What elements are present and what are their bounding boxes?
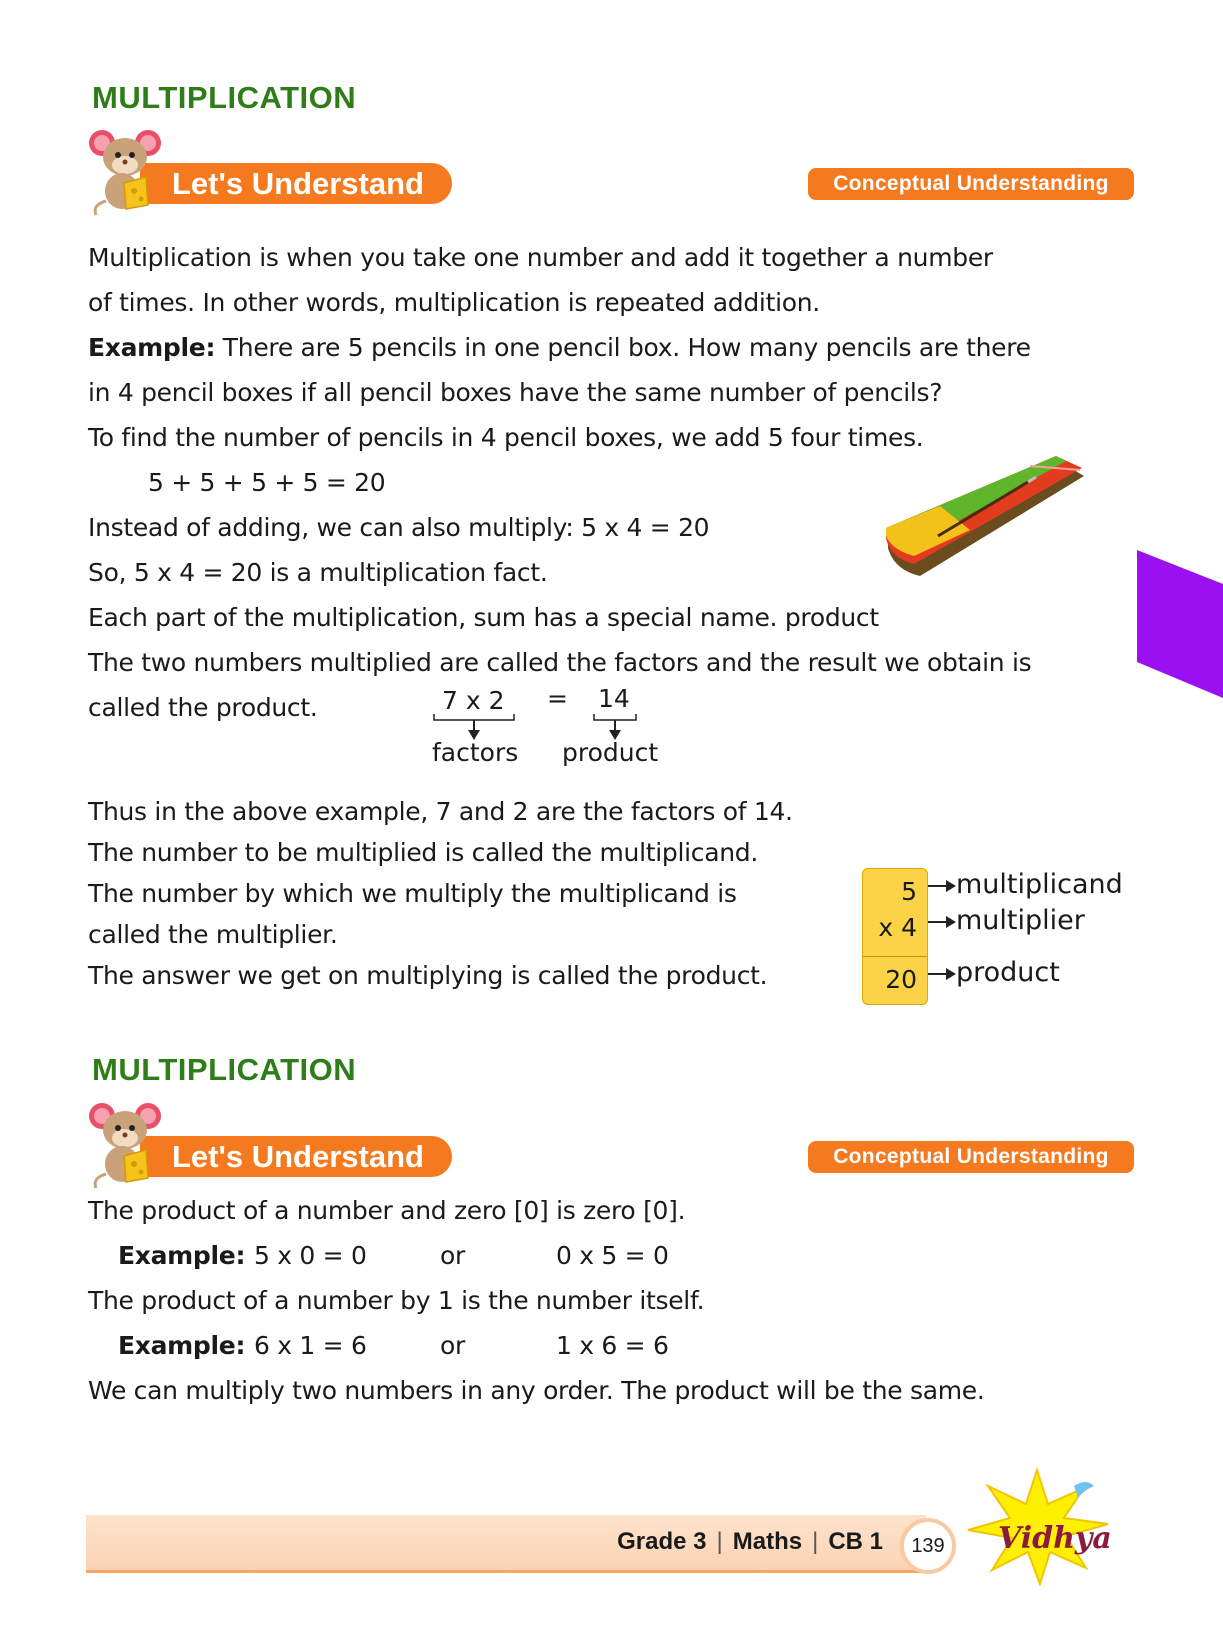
each-part-line: Each part of the multiplication, sum has a special name. product (88, 603, 879, 632)
example-label: Example: (88, 333, 216, 362)
product-value: 14 (598, 684, 630, 713)
fact-line: So, 5 x 4 = 20 is a multiplication fact. (88, 558, 548, 587)
section-title-2: MULTIPLICATION (92, 1052, 357, 1087)
box-arrows (926, 870, 956, 1000)
lets-understand-banner-2: Let's Understand (140, 1136, 452, 1177)
box-multiplicand: 5 (901, 877, 917, 906)
product-label: product (562, 738, 659, 767)
factors-definition-line: The two numbers multiplied are called the factors and the result we obtain is (88, 648, 1032, 677)
factors-expression: 7 x 2 (442, 686, 505, 715)
addition-sum: 5 + 5 + 5 + 5 = 20 (148, 468, 386, 497)
side-tab-marker (1137, 550, 1223, 698)
vidhya-logo-icon (962, 1466, 1112, 1586)
order-rule: We can multiply two numbers in any order. The product will be the same. (88, 1376, 985, 1405)
conceptual-understanding-tag-2: Conceptual Understanding (808, 1141, 1134, 1173)
equals-sign: = (547, 684, 568, 713)
example-line-1 (88, 333, 1031, 362)
one-example-b: 1 x 6 = 6 (556, 1331, 669, 1360)
multiplicand-line: The number to be multiplied is called the multiplicand. (88, 838, 758, 867)
multiplier-line-2: called the multiplier. (88, 920, 338, 949)
multiplication-box (862, 868, 928, 1005)
mouse-mascot-icon (88, 125, 168, 217)
called-product-line: called the product. (88, 693, 318, 722)
product-box-label: product (956, 957, 1060, 988)
instead-line: Instead of adding, we can also multiply: 5 x 4 = 20 (88, 513, 710, 542)
thus-line: Thus in the above example, 7 and 2 are the factors of 14. (88, 797, 793, 826)
footer-book-info: Grade 3 | Maths | CB 1 (617, 1528, 883, 1555)
lets-understand-banner: Let's Understand (140, 163, 452, 204)
multiplicand-label: multiplicand (956, 869, 1123, 900)
one-rule: The product of a number by 1 is the number itself. (88, 1286, 705, 1315)
multiplier-label: multiplier (956, 905, 1085, 936)
factors-label: factors (432, 738, 519, 767)
example-line-2: in 4 pencil boxes if all pencil boxes have the same number of pencils? (88, 378, 943, 407)
multiplier-line-1: The number by which we multiply the multiplicand is (88, 879, 737, 908)
footer-subject: Maths (732, 1528, 803, 1555)
intro-line-2: of times. In other words, multiplication is repeated addition. (88, 288, 820, 317)
find-line: To find the number of pencils in 4 pencil boxes, we add 5 four times. (88, 423, 924, 452)
footer-grade: Grade 3 (617, 1528, 707, 1555)
one-example-a: 6 x 1 = 6 (254, 1331, 367, 1360)
example-label-zero: Example: (118, 1241, 246, 1270)
pencil-box-illustration (880, 452, 1090, 582)
or-text: or (440, 1241, 465, 1270)
example-label-one: Example: (118, 1331, 246, 1360)
mouse-mascot-icon (88, 1098, 168, 1190)
or-text: or (440, 1331, 465, 1360)
svg-text:Vidhya: Vidhya (998, 1521, 1112, 1556)
zero-rule: The product of a number and zero [0] is zero [0]. (88, 1196, 686, 1225)
example-text: There are 5 pencils in one pencil box. How many pencils are there (215, 333, 1031, 362)
page-number: 139 (900, 1518, 956, 1574)
intro-line-1: Multiplication is when you take one number and add it together a number (88, 243, 993, 272)
section-title: MULTIPLICATION (92, 80, 357, 115)
footer-book: CB 1 (828, 1528, 883, 1555)
box-product: 20 (885, 965, 917, 994)
box-multiplier: x 4 (878, 913, 917, 942)
zero-example-a: 5 x 0 = 0 (254, 1241, 367, 1270)
answer-line: The answer we get on multiplying is called the product. (88, 961, 768, 990)
conceptual-understanding-tag: Conceptual Understanding (808, 168, 1134, 200)
zero-example-b: 0 x 5 = 0 (556, 1241, 669, 1270)
